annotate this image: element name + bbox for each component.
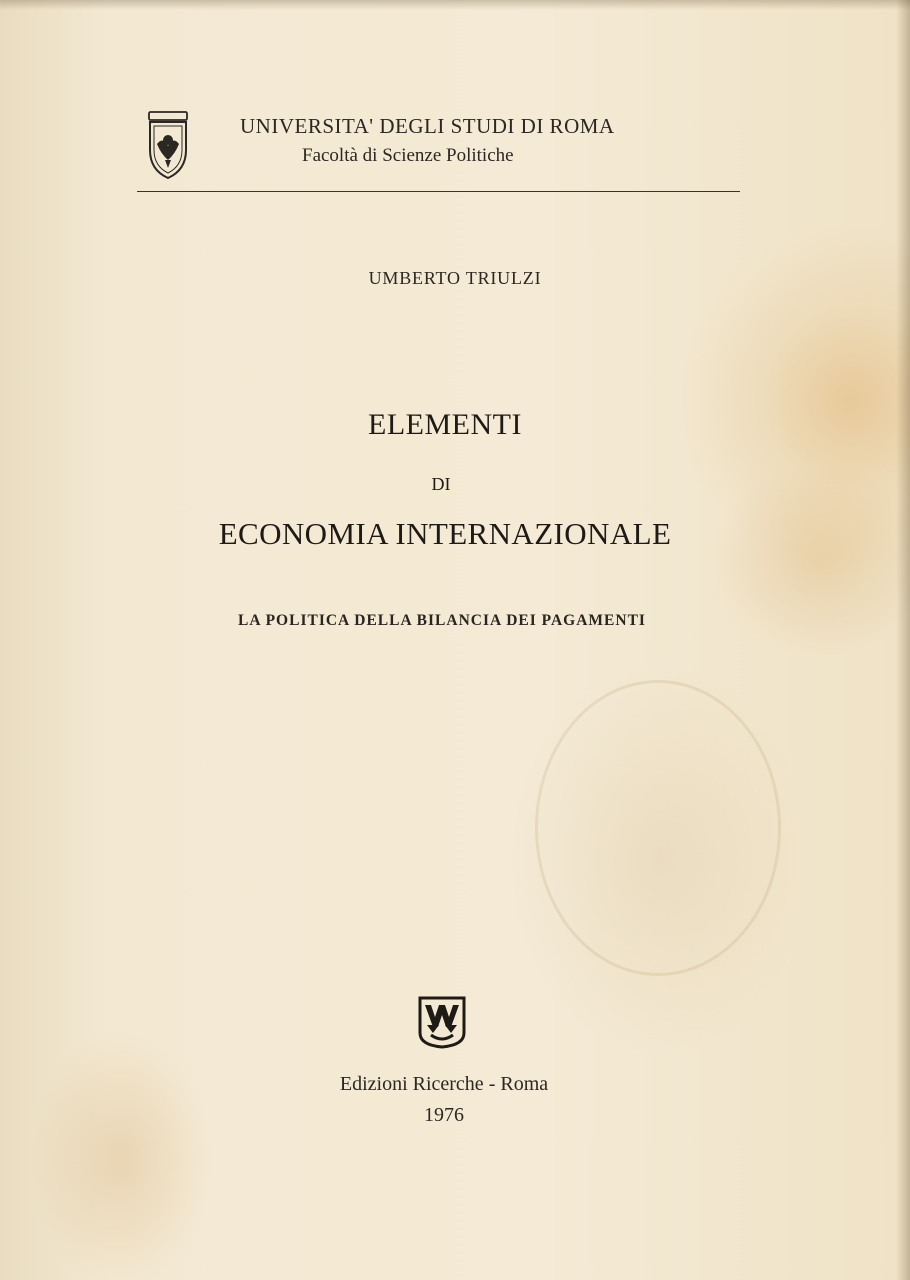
coffee-ring-stain [535,680,781,976]
top-edge-shadow [0,0,910,10]
title-line-1: ELEMENTI [368,408,522,441]
university-name: UNIVERSITA' DEGLI STUDI DI ROMA [240,114,615,138]
header-divider [137,191,740,192]
university-seal-icon [145,110,191,180]
subtitle: LA POLITICA DELLA BILANCIA DEI PAGAMENTI [238,612,646,629]
author-name: UMBERTO TRIULZI [368,268,542,288]
publication-year: 1976 [424,1104,464,1126]
right-edge-shadow [896,0,910,1280]
title-line-3: ECONOMIA INTERNAZIONALE [218,516,672,551]
publisher-logo-icon [417,995,467,1049]
faculty-name: Facoltà di Scienze Politiche [302,145,514,166]
title-line-2: DI [431,474,451,494]
publisher-name: Edizioni Ricerche - Roma [339,1073,549,1095]
